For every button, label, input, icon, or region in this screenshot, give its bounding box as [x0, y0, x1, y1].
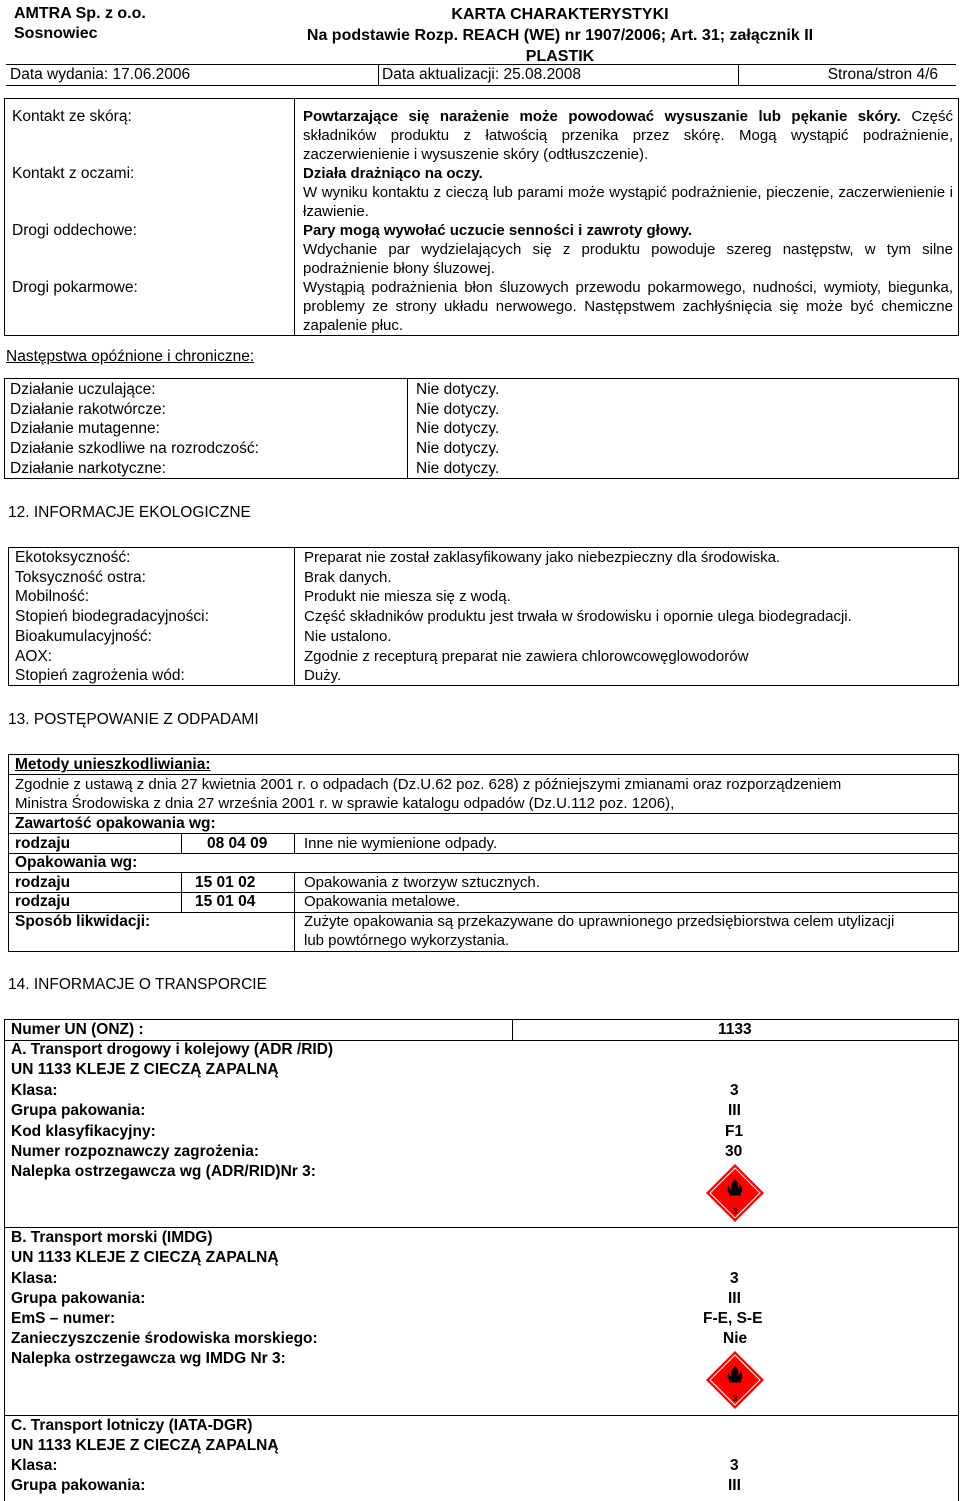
delayed-value: Nie dotyczy. — [416, 440, 500, 457]
header-dates-row — [6, 64, 956, 86]
waste-kind-label: rodzaju — [15, 893, 71, 910]
road-placard-label: Nalepka ostrzegawcza wg (ADR/RID)Nr 3: — [11, 1163, 316, 1180]
ecology-label: Stopień biodegradacyjności: — [15, 608, 209, 625]
waste-disposal-text: Zużyte opakowania są przekazywane do uprawnionego przedsiębiorstwa celem utylizacji — [304, 913, 895, 930]
delayed-label: Działanie szkodliwe na rozrodczość: — [10, 440, 259, 457]
un-number-label: Numer UN (ONZ) : — [11, 1021, 144, 1038]
waste-desc: Opakowania metalowe. — [304, 893, 460, 910]
ecology-value: Brak danych. — [304, 569, 392, 586]
divider — [294, 833, 295, 853]
flammable-placard-icon — [705, 1163, 765, 1223]
page-number: Strona/stron 4/6 — [827, 66, 938, 83]
waste-content-label: Zawartość opakowania wg: — [15, 815, 216, 832]
road-shipping-name: UN 1133 KLEJE Z CIECZĄ ZAPALNĄ — [11, 1061, 279, 1078]
ecology-label: Stopień zagrożenia wód: — [15, 667, 185, 684]
sea-label: EmS – numer: — [11, 1310, 116, 1327]
divider — [181, 833, 182, 853]
placard-number: 3 — [732, 1207, 738, 1216]
ecology-value: Preparat nie został zaklasyfikowany jako niebezpieczny dla środowiska. — [304, 549, 781, 566]
ecology-value: Produkt nie miesza się z wodą. — [304, 588, 511, 605]
section-13-title: 13. POSTĘPOWANIE Z ODPADAMI — [8, 711, 259, 728]
company-city: Sosnowiec — [14, 25, 98, 42]
waste-pack-label: Opakowania wg: — [15, 854, 138, 871]
flammable-placard-icon — [705, 1350, 765, 1410]
un-number-value: 1133 — [718, 1021, 752, 1038]
divider — [8, 892, 959, 893]
exposure-detail: Wdychanie par wydzielających się z produktu powoduje szereg następstw, w tym silne podrażnienie błony śluzowej. — [303, 241, 953, 277]
waste-code: 08 04 09 — [207, 835, 268, 852]
divider — [738, 65, 739, 85]
waste-kind-label: rodzaju — [15, 835, 71, 852]
air-label: Klasa: — [11, 1457, 58, 1474]
waste-disposal-text: lub powtórnego wykorzystania. — [304, 932, 510, 949]
divider — [8, 853, 959, 854]
sea-placard-label: Nalepka ostrzegawcza wg IMDG Nr 3: — [11, 1350, 286, 1367]
delayed-value: Nie dotyczy. — [416, 401, 500, 418]
waste-disposal-label: Sposób likwidacji: — [15, 913, 151, 930]
divider — [294, 98, 295, 336]
sea-shipping-name: UN 1133 KLEJE Z CIECZĄ ZAPALNĄ — [11, 1249, 279, 1266]
company-name: AMTRA Sp. z o.o. — [14, 5, 146, 22]
exposure-lead: Pary mogą wywołać uczucie senności i zawroty głowy. — [303, 222, 693, 239]
exposure-label: Kontakt z oczami: — [12, 165, 135, 182]
divider — [407, 378, 408, 479]
delayed-label: Działanie mutagenne: — [10, 420, 160, 437]
ecology-value: Nie ustalono. — [304, 628, 392, 645]
sea-label: Zanieczyszczenie środowiska morskiego: — [11, 1330, 318, 1347]
delayed-label: Działanie rakotwórcze: — [10, 401, 166, 418]
waste-methods-text: Zgodnie z ustawą z dnia 27 kwietnia 2001 r. o odpadach (Dz.U.62 poz. 628) z późniejszymi zmianami oraz rozporządzeniem — [15, 776, 842, 793]
delayed-label: Działanie narkotyczne: — [10, 460, 166, 477]
waste-code: 15 01 02 — [195, 874, 256, 891]
company-block — [14, 4, 146, 44]
waste-methods-label: Metody unieszkodliwiania: — [15, 756, 211, 773]
issue-date: Data wydania: 17.06.2006 — [10, 66, 191, 83]
exposure-label: Drogi pokarmowe: — [12, 279, 138, 296]
air-shipping-name: UN 1133 KLEJE Z CIECZĄ ZAPALNĄ — [11, 1437, 279, 1454]
air-title: C. Transport lotniczy (IATA-DGR) — [11, 1417, 253, 1434]
exposure-detail: Część składników produktu z łatwością przenika przez skórę. Mogą wystąpić podrażnienie, zaczerwienienie i wysuszenie skóry (odtłuszczenie). — [303, 108, 954, 163]
update-date: Data aktualizacji: 25.08.2008 — [382, 66, 582, 83]
delayed-value: Nie dotyczy. — [416, 420, 500, 437]
exposure-detail: W wyniku kontaktu z cieczą lub parami może wystąpić podrażnienie, pieczenie, zaczerwienienie i łzawienie. — [303, 184, 953, 220]
ecology-label: Ekotoksyczność: — [15, 549, 131, 566]
divider — [512, 1019, 513, 1040]
ecology-value: Zgodnie z recepturą preparat nie zawiera chlorowcowęglowodorów — [304, 648, 749, 665]
delayed-value: Nie dotyczy. — [416, 460, 500, 477]
sea-value: 3 — [730, 1270, 739, 1287]
exposure-eyes-text — [303, 164, 953, 221]
exposure-skin-text — [303, 107, 953, 164]
sea-value: Nie — [723, 1330, 748, 1347]
ecology-label: Mobilność: — [15, 588, 90, 605]
sea-label: Klasa: — [11, 1270, 58, 1287]
waste-desc: Opakowania z tworzyw sztucznych. — [304, 874, 540, 891]
delayed-label: Działanie uczulające: — [10, 381, 156, 398]
ecology-label: AOX: — [15, 648, 53, 665]
waste-methods-text: Ministra Środowiska z dnia 27 września 2001 r. w sprawie katalogu odpadów (Dz.U.112 poz. 1206), — [15, 795, 675, 812]
exposure-label: Drogi oddechowe: — [12, 222, 137, 239]
ecology-value: Część składników produktu jest trwała w środowisku i opornie ulega biodegradacji. — [304, 608, 852, 625]
exposure-lead: Działa drażniąco na oczy. — [303, 165, 483, 182]
regulation: Na podstawie Rozp. REACH (WE) nr 1907/2006; Art. 31; załącznik II — [306, 27, 814, 44]
air-label: Grupa pakowania: — [11, 1477, 146, 1494]
delayed-value: Nie dotyczy. — [416, 381, 500, 398]
exposure-respiratory-text — [303, 221, 953, 278]
divider — [378, 65, 379, 85]
ecology-value: Duży. — [304, 667, 342, 684]
road-value: III — [728, 1102, 741, 1119]
ecology-label: Toksyczność ostra: — [15, 569, 146, 586]
ecology-label: Bioakumulacyjność: — [15, 628, 152, 645]
waste-code: 15 01 04 — [195, 893, 256, 910]
section-14-title: 14. INFORMACJE O TRANSPORCIE — [8, 976, 267, 993]
sea-label: Grupa pakowania: — [11, 1290, 146, 1307]
delayed-effects-title: Następstwa opóźnione i chroniczne: — [6, 348, 255, 365]
product-name: PLASTIK — [525, 48, 595, 65]
road-label: Klasa: — [11, 1082, 58, 1099]
exposure-lead: Powtarzające się narażenie może powodować wysuszanie lub pękanie skóry. — [303, 108, 901, 125]
road-label: Kod klasyfikacyjny: — [11, 1123, 156, 1140]
road-title: A. Transport drogowy i kolejowy (ADR /RID) — [11, 1041, 334, 1058]
exposure-detail: Wystąpią podrażnienia błon śluzowych przewodu pokarmowego, nudności, wymioty, biegunka, problemy ze strony układu nerwowego. Następstwem zachłyśnięcia się może być chemiczne zapalenie płuc. — [303, 279, 953, 334]
waste-desc: Inne nie wymienione odpady. — [304, 835, 498, 852]
air-value: 3 — [730, 1457, 739, 1474]
sea-value: F-E, S-E — [703, 1310, 763, 1327]
divider — [294, 547, 295, 686]
road-value: 30 — [725, 1143, 743, 1160]
sea-title: B. Transport morski (IMDG) — [11, 1229, 213, 1246]
waste-kind-label: rodzaju — [15, 874, 71, 891]
road-value: F1 — [725, 1123, 744, 1140]
document-title-block — [300, 4, 820, 67]
sea-value: III — [728, 1290, 741, 1307]
doc-title: KARTA CHARAKTERYSTYKI — [451, 6, 669, 23]
placard-number: 3 — [732, 1394, 738, 1403]
exposure-label: Kontakt ze skórą: — [12, 108, 132, 125]
road-label: Numer rozpoznawczy zagrożenia: — [11, 1143, 260, 1160]
air-value: III — [728, 1477, 741, 1494]
section-12-title: 12. INFORMACJE EKOLOGICZNE — [8, 504, 251, 521]
road-value: 3 — [730, 1082, 739, 1099]
divider — [181, 872, 182, 912]
exposure-ingestion-text — [303, 278, 953, 335]
road-label: Grupa pakowania: — [11, 1102, 146, 1119]
